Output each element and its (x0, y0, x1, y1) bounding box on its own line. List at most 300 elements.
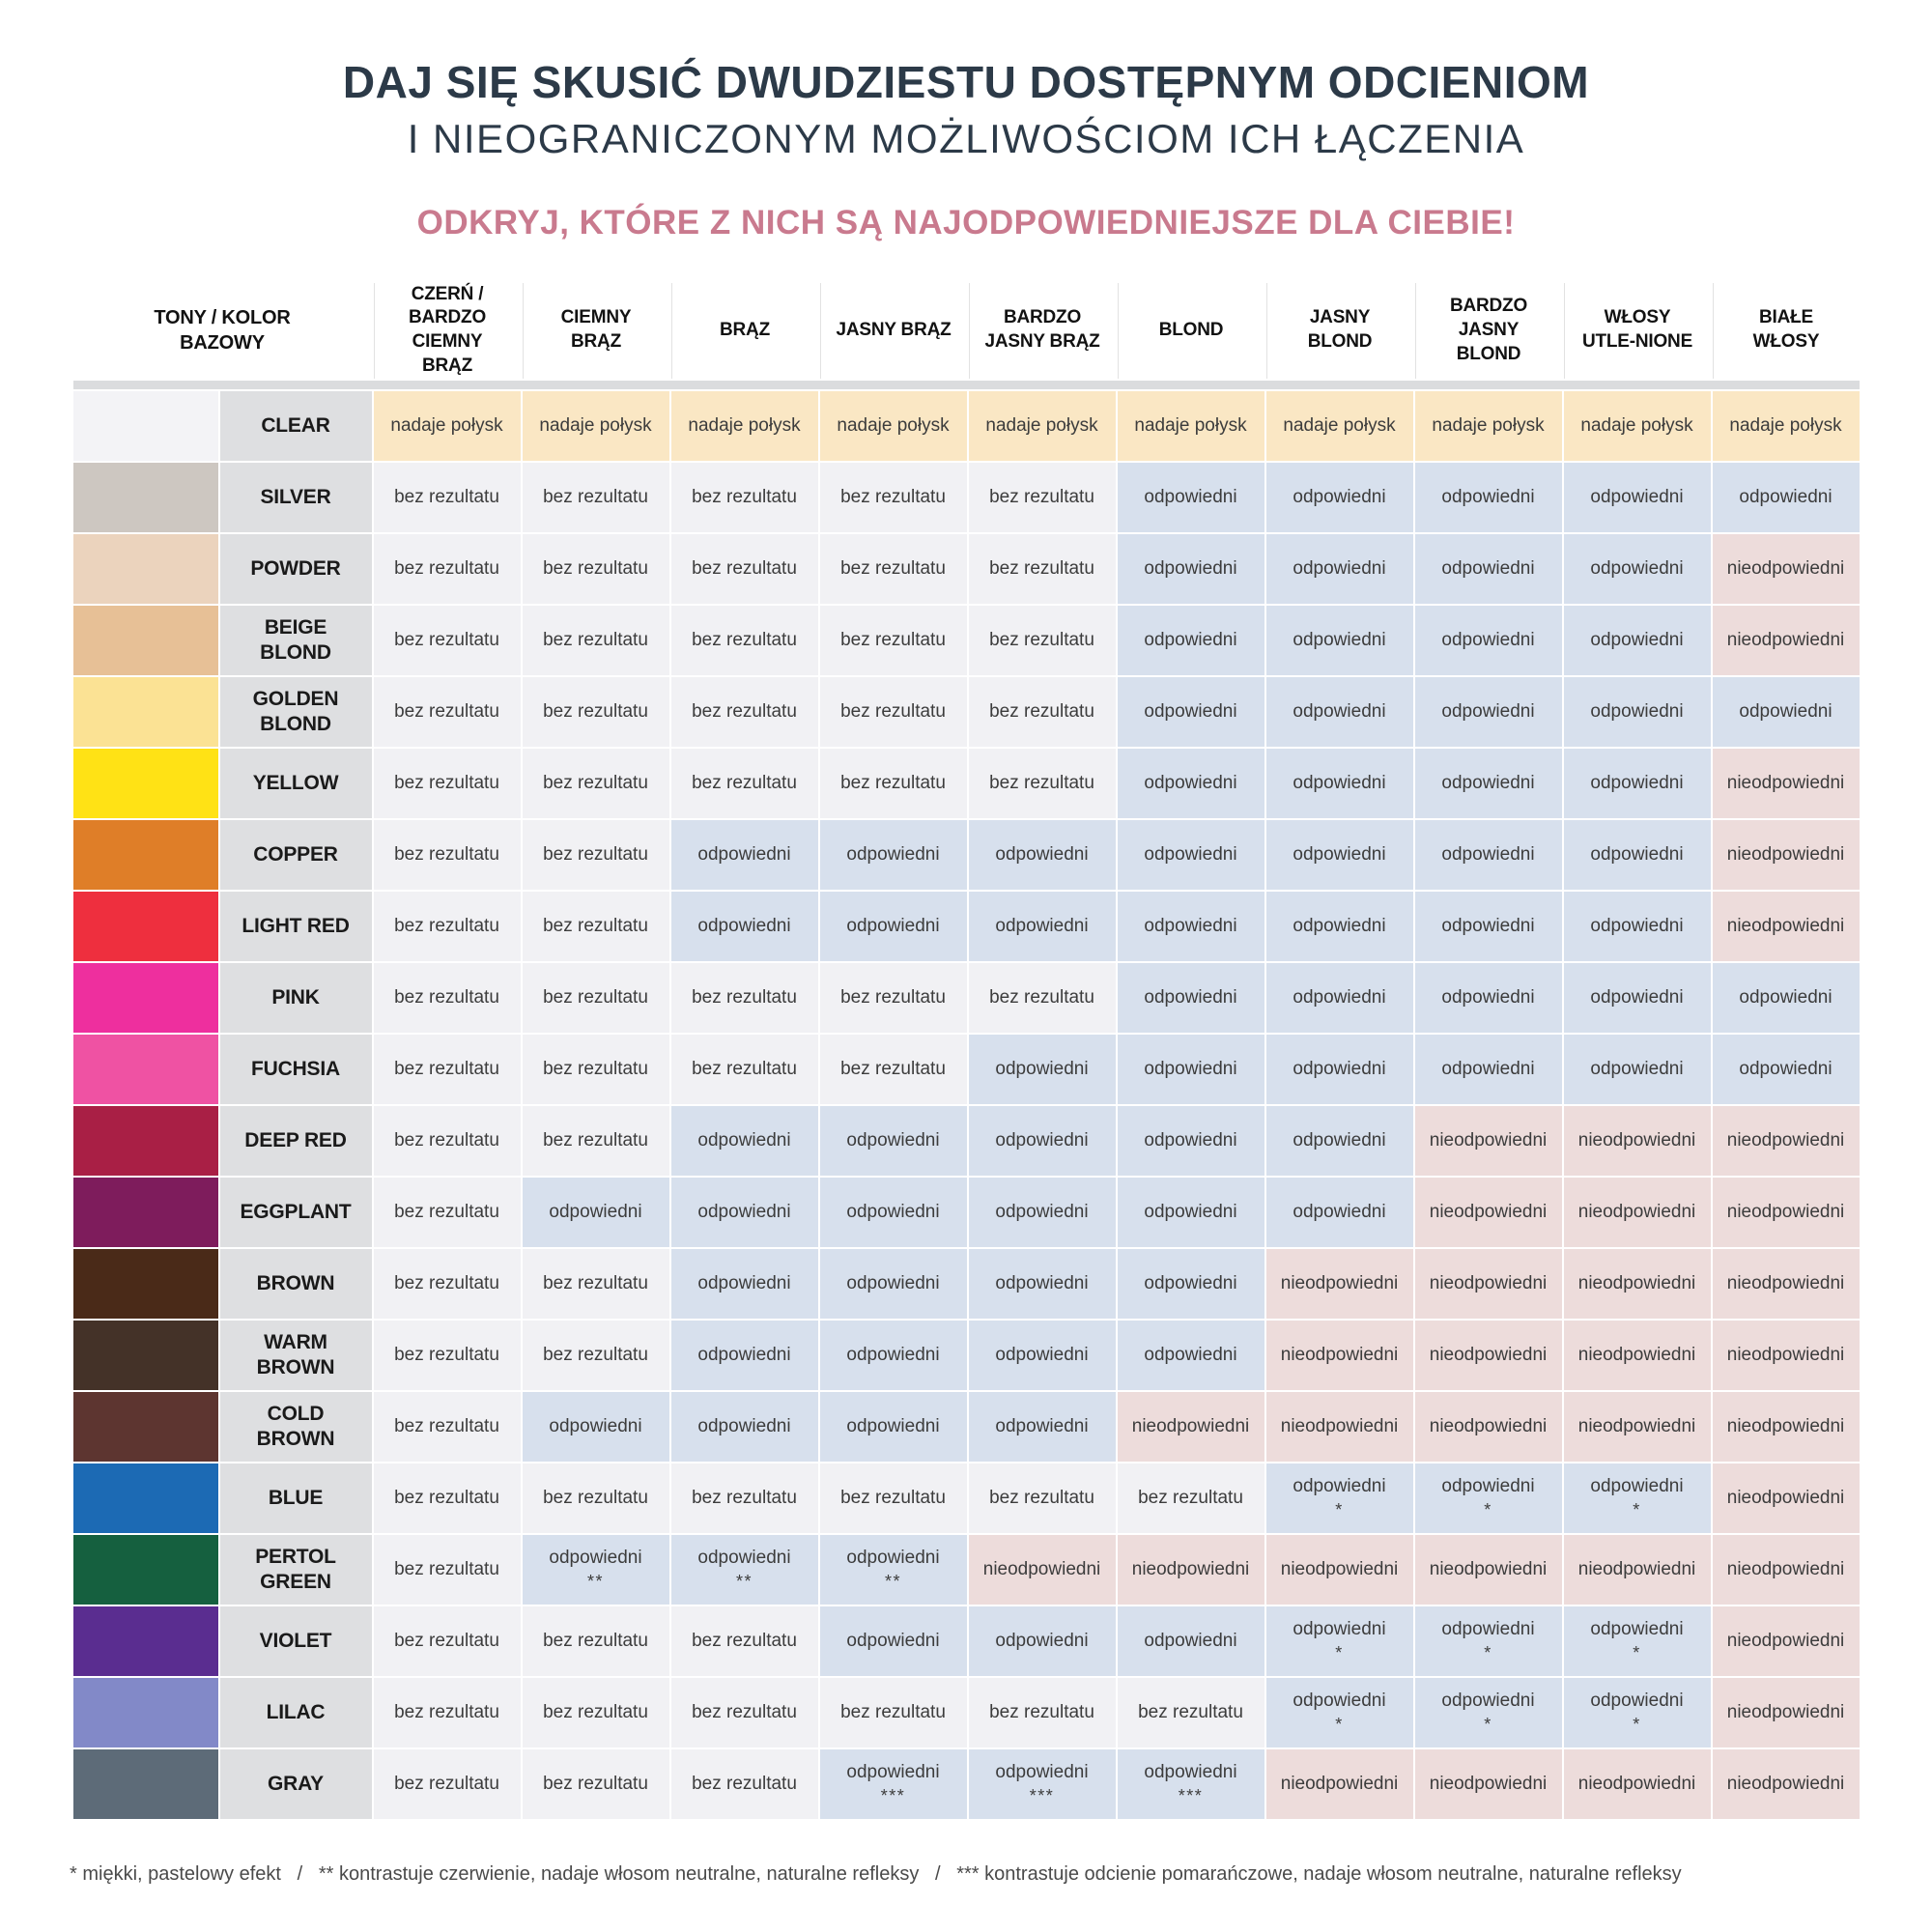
compatibility-cell (1713, 1678, 1860, 1747)
color-swatch (73, 1749, 218, 1819)
compatibility-text: nieodpowiedni (1131, 1415, 1250, 1436)
compatibility-text: bez rezultatu (394, 1487, 499, 1508)
corner-header: TONY / KOLOR BAZOWY (73, 283, 372, 379)
color-swatch (73, 1106, 218, 1176)
compatibility-cell (671, 963, 818, 1033)
compatibility-cell (1713, 820, 1860, 890)
compatibility-text: odpowiedni (995, 1761, 1089, 1782)
compatibility-text: bez rezultatu (394, 1344, 499, 1365)
compatibility-text: bez rezultatu (989, 629, 1094, 650)
compatibility-cell (523, 820, 669, 890)
compatibility-text: nieodpowiedni (1726, 1558, 1845, 1579)
color-swatch (73, 749, 218, 818)
color-swatch (73, 677, 218, 747)
compatibility-cell (1118, 391, 1264, 461)
compatibility-cell (374, 749, 521, 818)
compatibility-cell (820, 892, 967, 961)
compatibility-text: odpowiedni (697, 1201, 791, 1222)
color-swatch (73, 534, 218, 604)
compatibility-cell (523, 1106, 669, 1176)
compatibility-text: bez rezultatu (989, 986, 1094, 1008)
compatibility-text: odpowiedni (1293, 843, 1386, 865)
compatibility-cell (1713, 1321, 1860, 1390)
compatibility-text: odpowiedni (1144, 557, 1237, 579)
compatibility-cell (820, 1678, 967, 1747)
compatibility-text: odpowiedni (697, 1547, 791, 1568)
compatibility-text: bez rezultatu (543, 1344, 648, 1365)
compatibility-text: odpowiedni (1293, 700, 1386, 722)
compatibility-cell (969, 1178, 1116, 1247)
compatibility-cell (1415, 1749, 1562, 1819)
compatibility-text: odpowiedni (846, 1630, 940, 1651)
compatibility-text: odpowiedni (1144, 1630, 1237, 1651)
compatibility-text: nieodpowiedni (1429, 1344, 1548, 1365)
compatibility-text: nieodpowiedni (1429, 1272, 1548, 1293)
tone-label: FUCHSIA (220, 1035, 372, 1104)
compatibility-text: bez rezultatu (840, 1701, 946, 1722)
compatibility-text: odpowiedni (549, 1201, 642, 1222)
compatibility-cell (1118, 1606, 1264, 1676)
compatibility-text: nieodpowiedni (1429, 1415, 1548, 1436)
compatibility-cell (1415, 677, 1562, 747)
column-header: BARDZO JASNY BRĄZ (969, 283, 1116, 379)
compatibility-text: odpowiedni (1144, 1272, 1237, 1293)
compatibility-cell (523, 463, 669, 532)
compatibility-text: odpowiedni (1293, 986, 1386, 1008)
compatibility-cell (374, 1678, 521, 1747)
compatibility-cell (820, 534, 967, 604)
compatibility-text: nieodpowiedni (1577, 1773, 1696, 1794)
compatibility-cell (1564, 1463, 1711, 1533)
compatibility-cell (523, 1606, 669, 1676)
compatibility-cell (1564, 1678, 1711, 1747)
compatibility-cell (1713, 749, 1860, 818)
compatibility-text: odpowiedni (1441, 915, 1535, 936)
page-tagline: ODKRYJ, KTÓRE Z NICH SĄ NAJODPOWIEDNIEJSZE DLA CIEBIE! (416, 203, 1516, 242)
compatibility-cell (671, 1606, 818, 1676)
compatibility-cell (671, 1106, 818, 1176)
compatibility-text: nadaje połysk (1134, 414, 1247, 436)
compatibility-cell (1415, 1321, 1562, 1390)
compatibility-text: odpowiedni (1739, 1058, 1833, 1079)
footnote-marker: ** (586, 1571, 604, 1591)
compatibility-text: odpowiedni (1293, 1475, 1386, 1496)
compatibility-text: nadaje połysk (539, 414, 652, 436)
compatibility-cell (1713, 677, 1860, 747)
compatibility-text: bez rezultatu (543, 1773, 648, 1794)
compatibility-cell (1266, 1463, 1413, 1533)
compatibility-cell (1564, 1178, 1711, 1247)
compatibility-text: nadaje połysk (837, 414, 950, 436)
compatibility-cell (1118, 677, 1264, 747)
compatibility-text: odpowiedni (1590, 772, 1684, 793)
compatibility-text: odpowiedni (995, 1058, 1089, 1079)
tone-label: VIOLET (220, 1606, 372, 1676)
compatibility-text: bez rezultatu (543, 772, 648, 793)
compatibility-cell (820, 463, 967, 532)
compatibility-text: nieodpowiedni (1429, 1201, 1548, 1222)
compatibility-cell (374, 1463, 521, 1533)
compatibility-cell (1266, 463, 1413, 532)
compatibility-text: nieodpowiedni (1726, 629, 1845, 650)
footnote-marker: * (1633, 1499, 1641, 1520)
compatibility-cell (374, 1749, 521, 1819)
compatibility-text: odpowiedni (1144, 629, 1237, 650)
compatibility-cell (969, 1678, 1116, 1747)
compatibility-cell (1118, 749, 1264, 818)
compatibility-text: odpowiedni (846, 1415, 940, 1436)
compatibility-text: bez rezultatu (543, 486, 648, 507)
compatibility-text: odpowiedni (697, 843, 791, 865)
compatibility-cell (1713, 1106, 1860, 1176)
column-header: CZERŃ / BARDZO CIEMNY BRĄZ (374, 283, 521, 379)
compatibility-cell (969, 1321, 1116, 1390)
compatibility-cell (969, 1392, 1116, 1462)
compatibility-text: odpowiedni (1441, 1690, 1535, 1711)
compatibility-cell (1118, 606, 1264, 675)
compatibility-text: odpowiedni (1441, 557, 1535, 579)
compatibility-text: bez rezultatu (989, 1487, 1094, 1508)
compatibility-text: odpowiedni (1590, 629, 1684, 650)
color-swatch (73, 1035, 218, 1104)
page-title: DAJ SIĘ SKUSIĆ DWUDZIESTU DOSTĘPNYM ODCIENIOM (342, 57, 1590, 107)
tone-label: CLEAR (220, 391, 372, 461)
compatibility-text: nieodpowiedni (1726, 915, 1845, 936)
compatibility-cell (820, 1535, 967, 1605)
compatibility-cell (374, 963, 521, 1033)
compatibility-cell (1415, 534, 1562, 604)
compatibility-cell (1415, 1463, 1562, 1533)
column-header: BARDZO JASNY BLOND (1415, 283, 1562, 379)
compatibility-text: odpowiedni (995, 1129, 1089, 1151)
compatibility-cell (1415, 820, 1562, 890)
compatibility-cell (671, 606, 818, 675)
compatibility-text: nieodpowiedni (1577, 1415, 1696, 1436)
compatibility-cell (374, 1178, 521, 1247)
compatibility-cell (1266, 391, 1413, 461)
compatibility-text: nieodpowiedni (1280, 1272, 1399, 1293)
compatibility-cell (523, 892, 669, 961)
compatibility-text: odpowiedni (995, 915, 1089, 936)
compatibility-text: bez rezultatu (394, 1058, 499, 1079)
compatibility-text: bez rezultatu (394, 1201, 499, 1222)
tone-label: DEEP RED (220, 1106, 372, 1176)
compatibility-text: bez rezultatu (394, 700, 499, 722)
compatibility-cell (1415, 606, 1562, 675)
compatibility-cell (1415, 749, 1562, 818)
compatibility-text: odpowiedni (1590, 843, 1684, 865)
color-swatch (73, 1249, 218, 1319)
compatibility-text: odpowiedni (1590, 700, 1684, 722)
compatibility-cell (1564, 1606, 1711, 1676)
compatibility-text: odpowiedni (1144, 1058, 1237, 1079)
compatibility-cell (1713, 1749, 1860, 1819)
compatibility-text: bez rezultatu (394, 557, 499, 579)
compatibility-cell (1415, 1392, 1562, 1462)
compatibility-cell (1713, 1178, 1860, 1247)
compatibility-cell (820, 1035, 967, 1104)
compatibility-cell (1118, 1749, 1264, 1819)
compatibility-text: nieodpowiedni (1577, 1344, 1696, 1365)
compatibility-cell (969, 1106, 1116, 1176)
compatibility-text: bez rezultatu (989, 486, 1094, 507)
compatibility-text: odpowiedni (1293, 1690, 1386, 1711)
color-swatch (73, 892, 218, 961)
compatibility-cell (523, 606, 669, 675)
compatibility-text: bez rezultatu (692, 1058, 797, 1079)
tone-label: SILVER (220, 463, 372, 532)
compatibility-cell (1266, 534, 1413, 604)
compatibility-text: odpowiedni (846, 1129, 940, 1151)
compatibility-text: odpowiedni (1293, 1618, 1386, 1639)
color-swatch (73, 1463, 218, 1533)
tone-label: COLD BROWN (220, 1392, 372, 1462)
compatibility-cell (671, 1678, 818, 1747)
footnote-marker: * (1335, 1714, 1344, 1734)
tone-label: PINK (220, 963, 372, 1033)
compatibility-cell (1415, 463, 1562, 532)
tone-label: WARM BROWN (220, 1321, 372, 1390)
compatibility-text: bez rezultatu (543, 1058, 648, 1079)
compatibility-cell (1266, 749, 1413, 818)
compatibility-cell (1415, 1178, 1562, 1247)
compatibility-cell (1415, 963, 1562, 1033)
compatibility-cell (523, 677, 669, 747)
compatibility-text: bez rezultatu (989, 772, 1094, 793)
compatibility-cell (1118, 892, 1264, 961)
compatibility-text: odpowiedni (1441, 772, 1535, 793)
compatibility-cell (1415, 1035, 1562, 1104)
compatibility-cell (1564, 606, 1711, 675)
compatibility-cell (969, 1749, 1116, 1819)
compatibility-cell (1118, 1392, 1264, 1462)
compatibility-cell (969, 1463, 1116, 1533)
compatibility-cell (820, 1249, 967, 1319)
compatibility-text: bez rezultatu (840, 1058, 946, 1079)
compatibility-cell (1564, 1035, 1711, 1104)
footnote-marker: ** (735, 1571, 753, 1591)
compatibility-cell (820, 963, 967, 1033)
compatibility-text: bez rezultatu (394, 1701, 499, 1722)
compatibility-cell (1415, 1535, 1562, 1605)
compatibility-cell (820, 820, 967, 890)
compatibility-cell (1564, 463, 1711, 532)
compatibility-text: nieodpowiedni (1726, 557, 1845, 579)
footnote-marker: ** (884, 1571, 901, 1591)
compatibility-text: bez rezultatu (692, 772, 797, 793)
compatibility-text: odpowiedni (1590, 557, 1684, 579)
footnote-marker: * (1335, 1642, 1344, 1662)
footnote-marker: *** (880, 1785, 906, 1805)
tone-label: BLUE (220, 1463, 372, 1533)
compatibility-text: odpowiedni (846, 1547, 940, 1568)
compatibility-text: nadaje połysk (390, 414, 503, 436)
compatibility-cell (1266, 1321, 1413, 1390)
compatibility-cell (671, 892, 818, 961)
compatibility-text: bez rezultatu (840, 1487, 946, 1508)
compatibility-cell (1564, 1392, 1711, 1462)
compatibility-cell (671, 749, 818, 818)
compatibility-cell (1564, 1106, 1711, 1176)
compatibility-text: odpowiedni (1739, 700, 1833, 722)
compatibility-cell (1415, 1678, 1562, 1747)
compatibility-cell (1118, 1535, 1264, 1605)
compatibility-text: odpowiedni (1590, 1058, 1684, 1079)
compatibility-text: odpowiedni (1293, 1058, 1386, 1079)
compatibility-cell (374, 534, 521, 604)
compatibility-text: bez rezultatu (394, 915, 499, 936)
compatibility-text: odpowiedni (995, 1201, 1089, 1222)
compatibility-cell (523, 1535, 669, 1605)
compatibility-text: odpowiedni (1441, 986, 1535, 1008)
compatibility-cell (1118, 463, 1264, 532)
page-subtitle: I NIEOGRANICZONYM MOŻLIWOŚCIOM ICH ŁĄCZENIA (407, 115, 1525, 161)
compatibility-cell (374, 1392, 521, 1462)
compatibility-cell (671, 463, 818, 532)
compatibility-cell (1266, 1749, 1413, 1819)
color-swatch (73, 1392, 218, 1462)
compatibility-text: bez rezultatu (394, 1558, 499, 1579)
compatibility-text: odpowiedni (1590, 1690, 1684, 1711)
compatibility-text: bez rezultatu (1138, 1701, 1243, 1722)
compatibility-text: bez rezultatu (394, 629, 499, 650)
tone-label: COPPER (220, 820, 372, 890)
compatibility-cell (820, 749, 967, 818)
footnote-marker: *** (1029, 1785, 1055, 1805)
compatibility-text: nieodpowiedni (1726, 843, 1845, 865)
compatibility-text: odpowiedni (1441, 1475, 1535, 1496)
compatibility-cell (523, 749, 669, 818)
compatibility-cell (374, 1535, 521, 1605)
compatibility-cell (1118, 1678, 1264, 1747)
compatibility-cell (523, 1678, 669, 1747)
column-header: BIAŁE WŁOSY (1713, 283, 1860, 379)
compatibility-text: bez rezultatu (692, 629, 797, 650)
compatibility-text: bez rezultatu (543, 1129, 648, 1151)
compatibility-cell (1266, 1678, 1413, 1747)
compatibility-text: nadaje połysk (1283, 414, 1396, 436)
compatibility-cell (1266, 606, 1413, 675)
compatibility-cell (820, 1106, 967, 1176)
compatibility-cell (1266, 820, 1413, 890)
compatibility-cell (671, 1463, 818, 1533)
tone-label: LIGHT RED (220, 892, 372, 961)
column-header: JASNY BLOND (1266, 283, 1413, 379)
compatibility-cell (1564, 820, 1711, 890)
compatibility-text: odpowiedni (1144, 1344, 1237, 1365)
compatibility-text: nieodpowiedni (1726, 1487, 1845, 1508)
compatibility-cell (1564, 1321, 1711, 1390)
tone-label: LILAC (220, 1678, 372, 1747)
compatibility-cell (969, 892, 1116, 961)
compatibility-cell (969, 463, 1116, 532)
compatibility-text: nieodpowiedni (1726, 1630, 1845, 1651)
compatibility-text: odpowiedni (1293, 772, 1386, 793)
color-swatch (73, 1178, 218, 1247)
compatibility-cell (969, 1606, 1116, 1676)
compatibility-text: bez rezultatu (394, 1630, 499, 1651)
compatibility-text: bez rezultatu (692, 1487, 797, 1508)
footnotes: * miękki, pastelowy efekt / ** kontrastuje czerwienie, nadaje włosom neutralne, naturalne refleksy / *** kontrastuje odcienie pomarańczowe, nadaje włosom neutralne, naturalne refleksy (70, 1862, 1682, 1885)
footnote-marker: * (1484, 1499, 1492, 1520)
compatibility-cell (671, 1035, 818, 1104)
compatibility-cell (969, 963, 1116, 1033)
compatibility-cell (523, 963, 669, 1033)
compatibility-text: odpowiedni (995, 1272, 1089, 1293)
compatibility-cell (1713, 1392, 1860, 1462)
compatibility-cell (374, 1249, 521, 1319)
compatibility-text: odpowiedni (1441, 1618, 1535, 1639)
compatibility-text: bez rezultatu (840, 772, 946, 793)
compatibility-cell (1713, 1249, 1860, 1319)
compatibility-cell (671, 1749, 818, 1819)
compatibility-text: bez rezultatu (394, 486, 499, 507)
compatibility-text: odpowiedni (1144, 1761, 1237, 1782)
compatibility-cell (1118, 1178, 1264, 1247)
compatibility-cell (671, 534, 818, 604)
footnote-marker: *** (1178, 1785, 1204, 1805)
tone-label: POWDER (220, 534, 372, 604)
compatibility-cell (671, 1392, 818, 1462)
compatibility-cell (671, 820, 818, 890)
color-swatch (73, 1678, 218, 1747)
footnote-marker: * (1633, 1714, 1641, 1734)
compatibility-cell (1118, 1106, 1264, 1176)
color-swatch (73, 1321, 218, 1390)
column-header: WŁOSY UTLE-NIONE (1564, 283, 1711, 379)
compatibility-text: nieodpowiedni (1726, 1701, 1845, 1722)
compatibility-cell (374, 677, 521, 747)
color-swatch (73, 391, 218, 461)
compatibility-cell (969, 534, 1116, 604)
compatibility-text: odpowiedni (1293, 486, 1386, 507)
compatibility-text: bez rezultatu (543, 843, 648, 865)
compatibility-text: nieodpowiedni (1131, 1558, 1250, 1579)
tone-label: YELLOW (220, 749, 372, 818)
compatibility-text: odpowiedni (846, 1201, 940, 1222)
compatibility-text: nieodpowiedni (1726, 1415, 1845, 1436)
compatibility-cell (1713, 1535, 1860, 1605)
compatibility-text: nieodpowiedni (1280, 1773, 1399, 1794)
compatibility-cell (1118, 1321, 1264, 1390)
color-swatch (73, 1535, 218, 1605)
compatibility-text: odpowiedni (1144, 915, 1237, 936)
compatibility-cell (1415, 1106, 1562, 1176)
compatibility-cell (523, 1749, 669, 1819)
compatibility-text: odpowiedni (697, 915, 791, 936)
compatibility-cell (1713, 606, 1860, 675)
compatibility-text: nieodpowiedni (1726, 1272, 1845, 1293)
compatibility-cell (1118, 534, 1264, 604)
compatibility-cell (374, 606, 521, 675)
compatibility-cell (969, 1249, 1116, 1319)
compatibility-cell (1564, 1249, 1711, 1319)
compatibility-cell (1713, 892, 1860, 961)
compatibility-cell (374, 1606, 521, 1676)
compatibility-cell (1713, 1606, 1860, 1676)
compatibility-text: bez rezultatu (692, 1701, 797, 1722)
compatibility-cell (523, 391, 669, 461)
compatibility-text: bez rezultatu (1138, 1487, 1243, 1508)
compatibility-text: nadaje połysk (985, 414, 1098, 436)
compatibility-cell (1118, 820, 1264, 890)
compatibility-text: bez rezultatu (543, 1487, 648, 1508)
compatibility-text: odpowiedni (1144, 986, 1237, 1008)
compatibility-text: odpowiedni (1441, 1058, 1535, 1079)
page-header (0, 0, 1932, 242)
compatibility-text: nieodpowiedni (1577, 1272, 1696, 1293)
compatibility-text: nieodpowiedni (1577, 1558, 1696, 1579)
